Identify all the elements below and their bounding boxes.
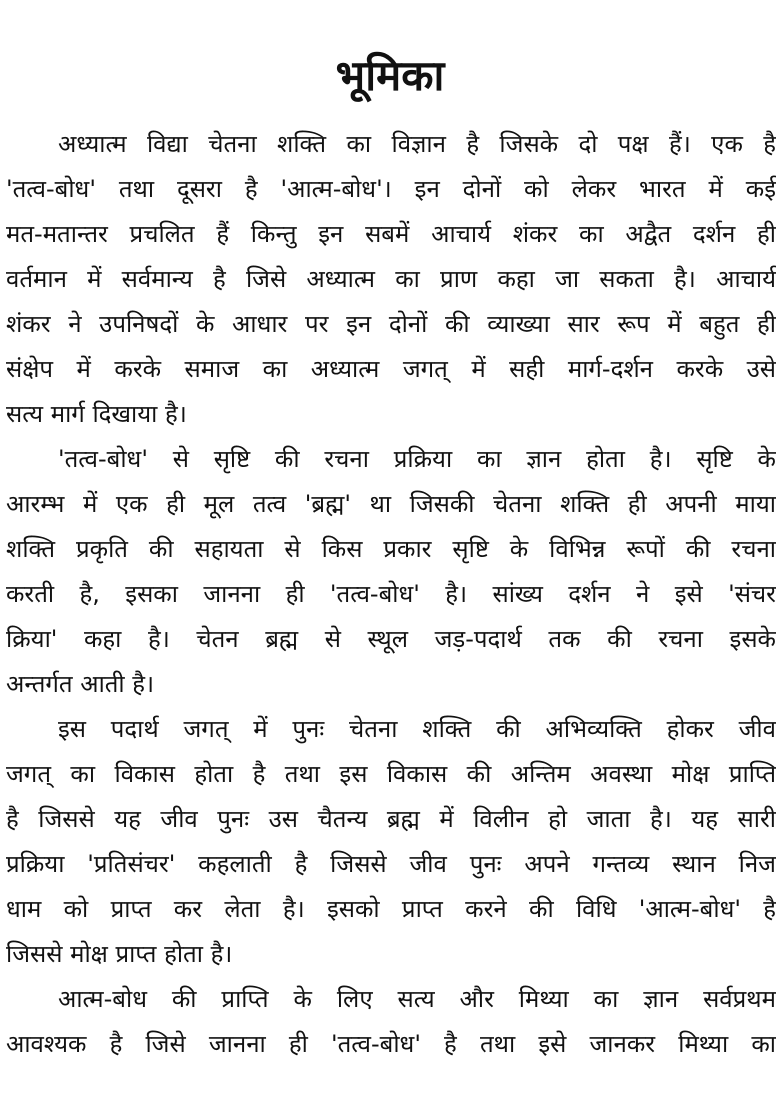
text-line: करती है, इसका जानना ही 'तत्व-बोध' है। सांख्य दर्शन ने इसे 'संचर	[6, 580, 776, 608]
text-line: जगत् का विकास होता है तथा इस विकास की अन्तिम अवस्था मोक्ष प्राप्ति	[6, 760, 776, 788]
text-line: वर्तमान में सर्वमान्य है जिसे अध्यात्म का प्राण कहा जा सकता है। आचार्य	[6, 265, 776, 293]
text-line: 'तत्व-बोध' से सृष्टि की रचना प्रक्रिया का ज्ञान होता है। सृष्टि के	[58, 445, 776, 473]
text-line: इस पदार्थ जगत् में पुनः चेतना शक्ति की अभिव्यक्ति होकर जीव	[58, 715, 776, 743]
text-line: अध्यात्म विद्या चेतना शक्ति का विज्ञान है जिसके दो पक्ष हैं। एक है	[58, 130, 776, 158]
text-line: धाम को प्राप्त कर लेता है। इसको प्राप्त करने की विधि 'आत्म-बोध' है	[6, 895, 776, 923]
text-line: संक्षेप में करके समाज का अध्यात्म जगत् में सही मार्ग-दर्शन करके उसे	[6, 355, 776, 383]
text-line: आत्म-बोध की प्राप्ति के लिए सत्य और मिथ्या का ज्ञान सर्वप्रथम	[58, 985, 776, 1013]
document-body	[6, 122, 776, 1067]
text-line: सत्य मार्ग दिखाया है।	[6, 400, 187, 428]
text-line: 'तत्व-बोध' तथा दूसरा है 'आत्म-बोध'। इन दोनों को लेकर भारत में कई	[6, 175, 776, 203]
text-line: अन्तर्गत आती है।	[6, 670, 155, 698]
text-line: है जिससे यह जीव पुनः उस चैतन्य ब्रह्म में विलीन हो जाता है। यह सारी	[6, 805, 776, 833]
text-line: प्रक्रिया 'प्रतिसंचर' कहलाती है जिससे जीव पुनः अपने गन्तव्य स्थान निज	[6, 850, 776, 878]
text-line: शंकर ने उपनिषदों के आधार पर इन दोनों की व्याख्या सार रूप में बहुत ही	[6, 310, 776, 338]
text-line: जिससे मोक्ष प्राप्त होता है।	[6, 940, 233, 968]
text-line: आवश्यक है जिसे जानना ही 'तत्व-बोध' है तथा इसे जानकर मिथ्या का	[6, 1030, 776, 1058]
page-title: भूमिका	[335, 51, 445, 100]
text-line: मत-मतान्तर प्रचलित हैं किन्तु इन सबमें आचार्य शंकर का अद्वैत दर्शन ही	[6, 220, 776, 248]
text-line: आरम्भ में एक ही मूल तत्व 'ब्रह्म' था जिसकी चेतना शक्ति ही अपनी माया	[6, 490, 776, 518]
text-line: शक्ति प्रकृति की सहायता से किस प्रकार सृष्टि के विभिन्न रूपों की रचना	[6, 535, 776, 563]
text-line: क्रिया' कहा है। चेतन ब्रह्म से स्थूल जड़-पदार्थ तक की रचना इसके	[6, 625, 776, 653]
